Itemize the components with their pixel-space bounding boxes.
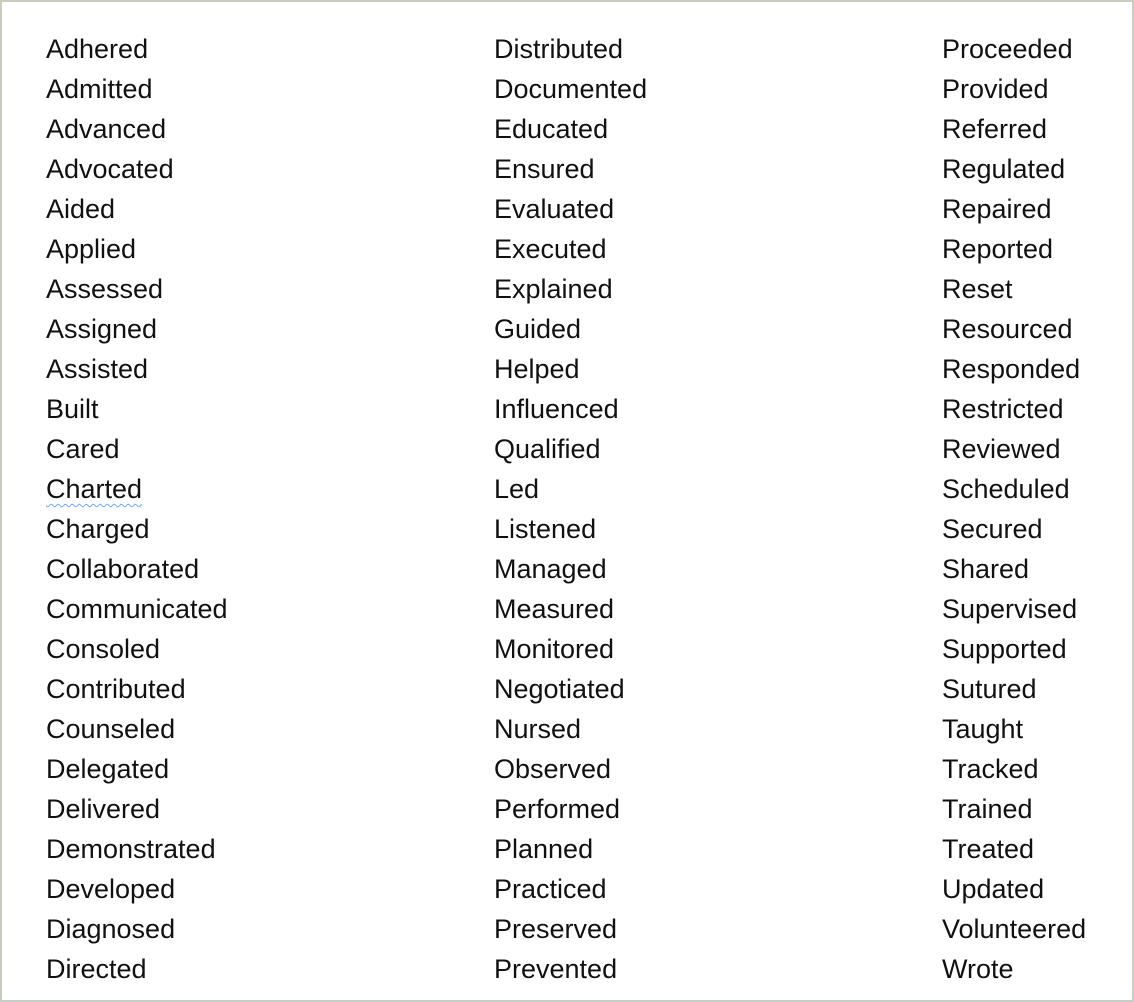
word-item[interactable]: Planned: [494, 834, 594, 864]
word-item[interactable]: Documented: [494, 74, 648, 104]
word-item[interactable]: Monitored: [494, 634, 615, 664]
word-column-3: [942, 29, 1086, 989]
word-item[interactable]: Delegated: [46, 754, 170, 784]
word-item[interactable]: Assessed: [46, 274, 164, 304]
word-item[interactable]: Executed: [494, 234, 607, 264]
word-item[interactable]: Applied: [46, 234, 137, 264]
word-column-1: [46, 29, 228, 989]
word-item[interactable]: Managed: [494, 554, 607, 584]
word-item[interactable]: Responded: [942, 354, 1081, 384]
word-item[interactable]: Assisted: [46, 354, 149, 384]
word-item[interactable]: Supervised: [942, 594, 1078, 624]
word-item[interactable]: Demonstrated: [46, 834, 216, 864]
word-column-2: [494, 29, 647, 989]
word-item[interactable]: Nursed: [494, 714, 582, 744]
word-item[interactable]: Admitted: [46, 74, 153, 104]
word-item[interactable]: Regulated: [942, 154, 1066, 184]
word-item[interactable]: Ensured: [494, 154, 595, 184]
word-item[interactable]: Reviewed: [942, 434, 1061, 464]
word-item[interactable]: Scheduled: [942, 474, 1070, 504]
word-item[interactable]: Directed: [46, 954, 147, 984]
word-item[interactable]: Charged: [46, 514, 150, 544]
word-item[interactable]: Secured: [942, 514, 1043, 544]
word-item[interactable]: Measured: [494, 594, 615, 624]
word-item[interactable]: Shared: [942, 554, 1030, 584]
word-item[interactable]: Supported: [942, 634, 1067, 664]
word-item[interactable]: Assigned: [46, 314, 158, 344]
word-item[interactable]: Consoled: [46, 634, 161, 664]
word-item[interactable]: Cared: [46, 434, 120, 464]
word-item[interactable]: Explained: [494, 274, 613, 304]
word-item[interactable]: Adhered: [46, 34, 149, 64]
word-item[interactable]: Listened: [494, 514, 597, 544]
word-item[interactable]: Distributed: [494, 34, 624, 64]
word-item[interactable]: Preserved: [494, 914, 618, 944]
word-item[interactable]: Provided: [942, 74, 1049, 104]
word-item[interactable]: Counseled: [46, 714, 176, 744]
word-item[interactable]: Taught: [942, 714, 1024, 744]
word-item[interactable]: Sutured: [942, 674, 1037, 704]
word-item[interactable]: Reported: [942, 234, 1054, 264]
spellcheck-flagged-word[interactable]: Charted: [46, 474, 143, 504]
word-item[interactable]: Advanced: [46, 114, 167, 144]
word-item[interactable]: Led: [494, 474, 540, 504]
word-item[interactable]: Restricted: [942, 394, 1064, 424]
word-item[interactable]: Referred: [942, 114, 1048, 144]
word-item[interactable]: Communicated: [46, 594, 228, 624]
word-item[interactable]: Advocated: [46, 154, 174, 184]
word-item[interactable]: Prevented: [494, 954, 618, 984]
word-item[interactable]: Observed: [494, 754, 612, 784]
word-item[interactable]: Educated: [494, 114, 609, 144]
word-item[interactable]: Performed: [494, 794, 621, 824]
word-item[interactable]: Proceeded: [942, 34, 1073, 64]
word-item[interactable]: Evaluated: [494, 194, 615, 224]
word-item[interactable]: Practiced: [494, 874, 607, 904]
word-item[interactable]: Trained: [942, 794, 1033, 824]
word-item[interactable]: Collaborated: [46, 554, 200, 584]
word-item[interactable]: Helped: [494, 354, 580, 384]
word-item[interactable]: Reset: [942, 274, 1013, 304]
word-item[interactable]: Influenced: [494, 394, 619, 424]
word-item[interactable]: Wrote: [942, 954, 1014, 984]
word-item[interactable]: [46, 469, 228, 509]
word-item[interactable]: Developed: [46, 874, 176, 904]
word-item[interactable]: Volunteered: [942, 914, 1087, 944]
word-item[interactable]: Delivered: [46, 794, 161, 824]
word-item[interactable]: Negotiated: [494, 674, 625, 704]
word-item[interactable]: Resourced: [942, 314, 1073, 344]
word-item[interactable]: Contributed: [46, 674, 186, 704]
word-item[interactable]: Updated: [942, 874, 1045, 904]
word-item[interactable]: Qualified: [494, 434, 601, 464]
word-item[interactable]: Built: [46, 394, 99, 424]
word-item[interactable]: Guided: [494, 314, 582, 344]
word-item[interactable]: Treated: [942, 834, 1035, 864]
word-item[interactable]: Aided: [46, 194, 116, 224]
word-item[interactable]: Diagnosed: [46, 914, 176, 944]
word-item[interactable]: Repaired: [942, 194, 1052, 224]
word-item[interactable]: Tracked: [942, 754, 1039, 784]
